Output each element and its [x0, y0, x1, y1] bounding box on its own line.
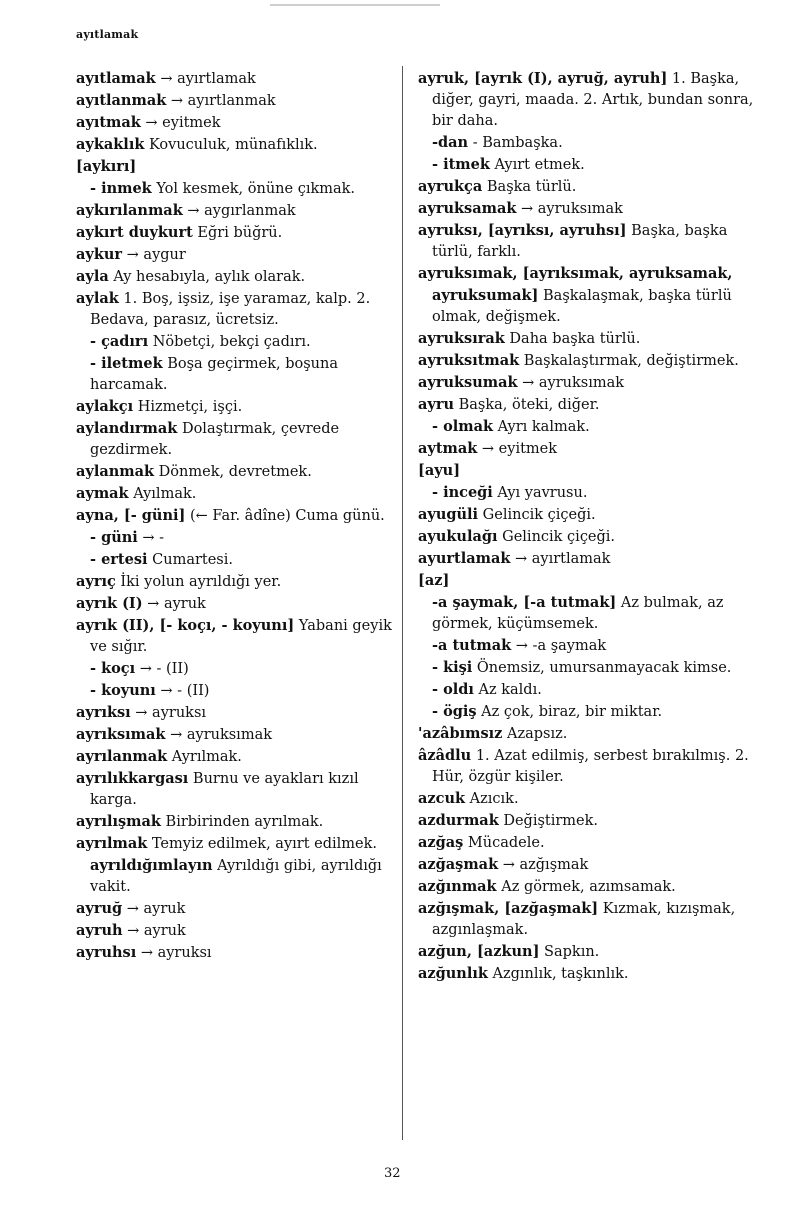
dictionary-entry — [76, 855, 394, 898]
entry-definition: Ayılmak. — [128, 486, 197, 502]
dictionary-entry — [76, 811, 394, 833]
entry-headword: aytmak — [418, 440, 478, 457]
entry-definition: → ayruk — [122, 923, 186, 939]
dictionary-entry — [418, 570, 768, 592]
entry-headword: ayruh — [76, 922, 123, 939]
entry-definition: → ayırtlanmak — [166, 93, 276, 109]
entry-headword: ayruksıtmak — [418, 352, 520, 369]
entry-definition: Ayrılmak. — [167, 749, 242, 765]
entry-headword: [ayu] — [418, 462, 461, 479]
dictionary-entry — [418, 460, 768, 482]
dictionary-entry — [76, 68, 394, 90]
entry-headword: ayrukça — [418, 178, 483, 195]
entry-definition: Ay hesabıyla, aylık olarak. — [108, 269, 306, 285]
dictionary-entry — [76, 920, 394, 942]
entry-headword: aykırt duykurt — [76, 224, 193, 241]
entry-headword: - ertesi — [90, 551, 148, 568]
entry-headword: ayıtmak — [76, 114, 141, 131]
entry-definition: Azgınlık, taşkınlık. — [487, 966, 629, 982]
entry-definition: Başkalaşmak, başka türlü olmak, değişmek. — [432, 288, 732, 325]
entry-headword: ayukulağı — [418, 528, 498, 545]
entry-headword: azğun, [azkun] — [418, 943, 540, 960]
right-column — [418, 68, 768, 985]
dictionary-entry — [418, 832, 768, 854]
dictionary-entry — [76, 288, 394, 331]
dictionary-entry — [418, 635, 768, 657]
page-number: 32 — [384, 1166, 401, 1181]
entry-headword: ayna, [- güni] — [76, 507, 186, 524]
entry-headword: ayıtlanmak — [76, 92, 167, 109]
dictionary-entry — [76, 768, 394, 811]
dictionary-entry — [76, 680, 394, 702]
entry-definition: Eğri büğrü. — [192, 225, 283, 241]
dictionary-entry — [76, 724, 394, 746]
dictionary-entry — [76, 200, 394, 222]
entry-definition: İki yolun ayrıldığı yer. — [115, 574, 282, 590]
entry-headword: -dan — [432, 134, 469, 151]
entry-headword: - inmek — [90, 180, 152, 197]
dictionary-entry — [76, 702, 394, 724]
dictionary-entry — [76, 593, 394, 615]
entry-definition: → ayruk — [142, 596, 206, 612]
dictionary-entry — [418, 132, 768, 154]
entry-headword: ayru — [418, 396, 455, 413]
entry-definition: Azapsız. — [502, 726, 568, 742]
entry-headword: - olmak — [432, 418, 494, 435]
dictionary-entry — [76, 134, 394, 156]
entry-definition: Az çok, biraz, bir miktar. — [476, 704, 663, 720]
left-column — [76, 68, 394, 964]
dictionary-entry — [76, 461, 394, 483]
entry-headword: - koyunı — [90, 682, 156, 699]
entry-definition: → aygur — [122, 247, 186, 263]
dictionary-entry — [418, 154, 768, 176]
entry-definition: Başka, öteki, diğer. — [454, 397, 600, 413]
dictionary-entry — [418, 526, 768, 548]
dictionary-entry — [418, 394, 768, 416]
entry-definition: Mücadele. — [463, 835, 545, 851]
entry-definition: Nöbetçi, bekçi çadırı. — [148, 334, 311, 350]
entry-headword: - kişi — [432, 659, 473, 676]
entry-definition: Gelincik çiçeği. — [497, 529, 616, 545]
entry-headword: - ögiş — [432, 703, 477, 720]
dictionary-entry — [418, 438, 768, 460]
dictionary-entry — [418, 198, 768, 220]
entry-definition: → ayruksı — [130, 705, 207, 721]
entry-headword: azcuk — [418, 790, 466, 807]
dictionary-entry — [76, 396, 394, 418]
entry-definition: Kızmak, kızışmak, azgınlaşmak. — [432, 901, 736, 938]
entry-definition: → ayruksımak — [517, 375, 625, 391]
entry-definition: Yol kesmek, önüne çıkmak. — [151, 181, 356, 197]
running-head: ayıtlamak — [76, 28, 139, 41]
dictionary-entry — [418, 548, 768, 570]
dictionary-entry — [418, 372, 768, 394]
entry-headword: [aykırı] — [76, 158, 137, 175]
entry-definition: - Bambaşka. — [468, 135, 563, 151]
entry-definition: Başka türlü. — [482, 179, 577, 195]
entry-definition: (← Far. âdîne) Cuma günü. — [185, 508, 385, 524]
dictionary-entry — [76, 266, 394, 288]
dictionary-entry — [76, 112, 394, 134]
entry-headword: ayrık (II), [- koçı, - koyunı] — [76, 617, 295, 634]
entry-definition: → - (II) — [155, 683, 210, 699]
dictionary-entry — [76, 505, 394, 527]
dictionary-entry — [76, 331, 394, 353]
entry-headword: ayrıksı — [76, 704, 131, 721]
entry-headword: azğışmak, [azğaşmak] — [418, 900, 599, 917]
entry-headword: - güni — [90, 529, 138, 546]
entry-definition: → - — [137, 530, 165, 546]
entry-definition: Ayırt etmek. — [489, 157, 585, 173]
entry-definition: 1. Azat edilmiş, serbest bırakılmış. 2. Hür, özgür kişiler. — [432, 748, 749, 785]
dictionary-entry — [76, 615, 394, 658]
dictionary-entry — [76, 571, 394, 593]
entry-headword: aylakçı — [76, 398, 134, 415]
entry-headword: ayurtlamak — [418, 550, 511, 567]
entry-headword: ayruksımak, [ayrıksımak, ayruksamak, ayruksumak] — [418, 265, 733, 304]
entry-definition: Az görmek, azımsamak. — [496, 879, 676, 895]
dictionary-entry — [76, 527, 394, 549]
dictionary-entry — [418, 592, 768, 635]
entry-headword: ayruk, [ayrık (I), ayruğ, ayruh] — [418, 70, 668, 87]
dictionary-entry — [76, 658, 394, 680]
entry-definition: Cumartesi. — [147, 552, 233, 568]
entry-definition: → ayırtlamak — [510, 551, 611, 567]
entry-headword: azğınmak — [418, 878, 497, 895]
dictionary-entry — [418, 701, 768, 723]
entry-definition: Ayrıldığı gibi, ayrıldığı vakit. — [90, 858, 382, 895]
entry-headword: azğunlık — [418, 965, 488, 982]
entry-definition: 1. Başka, diğer, gayri, maada. 2. Artık, bundan sonra, bir daha. — [432, 71, 754, 129]
entry-definition: Daha başka türlü. — [504, 331, 641, 347]
entry-headword: ayruksırak — [418, 330, 505, 347]
entry-definition: Temyiz edilmek, ayırt edilmek. — [147, 836, 378, 852]
entry-headword: ayruksumak — [418, 374, 518, 391]
entry-headword: - iletmek — [90, 355, 163, 372]
entry-definition: Yabani geyik ve sığır. — [90, 618, 392, 655]
entry-headword: ayruksı, [ayrıksı, ayruhsı] — [418, 222, 627, 239]
entry-headword: ayrılıkkargası — [76, 770, 189, 787]
entry-headword: - çadırı — [90, 333, 149, 350]
dictionary-entry — [418, 810, 768, 832]
entry-definition: → ayruksımak — [165, 727, 273, 743]
entry-headword: [az] — [418, 572, 450, 589]
entry-headword: aymak — [76, 485, 129, 502]
dictionary-entry — [418, 176, 768, 198]
entry-definition: → ayırtlamak — [155, 71, 256, 87]
entry-headword: aylandırmak — [76, 420, 178, 437]
entry-headword: ayrıç — [76, 573, 116, 590]
entry-definition: Azıcık. — [465, 791, 519, 807]
entry-headword: ayrılanmak — [76, 748, 168, 765]
entry-definition: Gelincik çiçeği. — [478, 507, 596, 523]
entry-definition: Birbirinden ayrılmak. — [160, 814, 324, 830]
entry-headword: azğaşmak — [418, 856, 499, 873]
dictionary-entry — [76, 156, 394, 178]
entry-headword: -a şaymak, [-a tutmak] — [432, 594, 617, 611]
entry-definition: Az bulmak, az görmek, küçümsemek. — [432, 595, 724, 632]
entry-headword: ayruğ — [76, 900, 123, 917]
column-divider — [402, 66, 403, 1140]
entry-headword: ayrılışmak — [76, 813, 161, 830]
entry-headword: azğaş — [418, 834, 464, 851]
dictionary-entry — [418, 263, 768, 328]
dictionary-entry — [418, 898, 768, 941]
entry-definition: Önemsiz, umursanmayacak kimse. — [472, 660, 732, 676]
entry-definition: → azğışmak — [498, 857, 589, 873]
entry-headword: ayrık (I) — [76, 595, 143, 612]
entry-headword: ayruhsı — [76, 944, 137, 961]
dictionary-entry — [76, 353, 394, 396]
dictionary-entry — [76, 244, 394, 266]
entry-headword: - itmek — [432, 156, 490, 173]
dictionary-entry — [418, 963, 768, 985]
entry-definition: → - (II) — [135, 661, 189, 677]
dictionary-entry — [418, 788, 768, 810]
entry-definition: Dolaştırmak, çevrede gezdirmek. — [90, 421, 340, 458]
entry-definition: Hizmetçi, işçi. — [133, 399, 243, 415]
entry-definition: → eyitmek — [477, 441, 558, 457]
entry-headword: aykur — [76, 246, 123, 263]
entry-headword: - oldı — [432, 681, 474, 698]
dictionary-entry — [76, 898, 394, 920]
entry-headword: azdurmak — [418, 812, 499, 829]
entry-definition: Burnu ve ayakları kızıl karga. — [90, 771, 359, 808]
entry-headword: ayrılmak — [76, 835, 148, 852]
entry-definition: Değiştirmek. — [498, 813, 599, 829]
entry-definition: → eyitmek — [140, 115, 221, 131]
scan-top-mark — [270, 4, 440, 6]
dictionary-entry — [418, 416, 768, 438]
entry-definition: Sapkın. — [539, 944, 600, 960]
entry-definition: Ayrı kalmak. — [493, 419, 590, 435]
dictionary-entry — [76, 418, 394, 461]
entry-definition: Ayı yavrusu. — [492, 485, 588, 501]
entry-headword: aykırılanmak — [76, 202, 183, 219]
dictionary-entry — [76, 942, 394, 964]
entry-definition: → aygırlanmak — [182, 203, 296, 219]
dictionary-entry — [418, 657, 768, 679]
entry-headword: - inceği — [432, 484, 493, 501]
dictionary-entry — [418, 679, 768, 701]
entry-definition: 1. Boş, işsiz, işe yaramaz, kalp. 2. Bedava, parasız, ücretsiz. — [90, 291, 371, 328]
dictionary-entry — [418, 482, 768, 504]
entry-headword: ayrıksımak — [76, 726, 166, 743]
dictionary-entry — [76, 222, 394, 244]
dictionary-entry — [76, 833, 394, 855]
dictionary-entry — [418, 68, 768, 132]
dictionary-entry — [76, 746, 394, 768]
dictionary-entry — [418, 350, 768, 372]
entry-headword: aylanmak — [76, 463, 155, 480]
entry-headword: ayla — [76, 268, 109, 285]
entry-definition: Başkalaştırmak, değiştirmek. — [519, 353, 739, 369]
entry-headword: âzâdlu — [418, 747, 472, 764]
entry-headword: ayruksamak — [418, 200, 517, 217]
entry-headword: aylak — [76, 290, 119, 307]
dictionary-entry — [418, 876, 768, 898]
entry-headword: aykaklık — [76, 136, 145, 153]
dictionary-entry — [418, 941, 768, 963]
dictionary-entry — [76, 483, 394, 505]
entry-definition: Az kaldı. — [473, 682, 542, 698]
entry-definition: → ayruksımak — [516, 201, 623, 217]
dictionary-entry — [418, 745, 768, 788]
entry-headword: ayrıldığımlayın — [90, 857, 213, 874]
entry-headword: ayugüli — [418, 506, 479, 523]
dictionary-entry — [418, 854, 768, 876]
dictionary-entry — [418, 723, 768, 745]
dictionary-entry — [418, 220, 768, 263]
entry-definition: → -a şaymak — [511, 638, 607, 654]
entry-definition: Boşa geçirmek, boşuna harcamak. — [90, 356, 338, 393]
entry-headword: -a tutmak — [432, 637, 512, 654]
dictionary-entry — [76, 90, 394, 112]
dictionary-entry — [418, 504, 768, 526]
dictionary-entry — [418, 328, 768, 350]
dictionary-entry — [76, 178, 394, 200]
entry-definition: Başka, başka türlü, farklı. — [432, 223, 728, 260]
entry-definition: Dönmek, devretmek. — [154, 464, 312, 480]
entry-definition: → ayruksı — [136, 945, 212, 961]
entry-headword: - koçı — [90, 660, 136, 677]
entry-definition: → ayruk — [122, 901, 186, 917]
entry-headword: ayıtlamak — [76, 70, 156, 87]
entry-definition: Kovuculuk, münafıklık. — [144, 137, 318, 153]
dictionary-entry — [76, 549, 394, 571]
entry-headword: 'azâbımsız — [418, 725, 503, 742]
